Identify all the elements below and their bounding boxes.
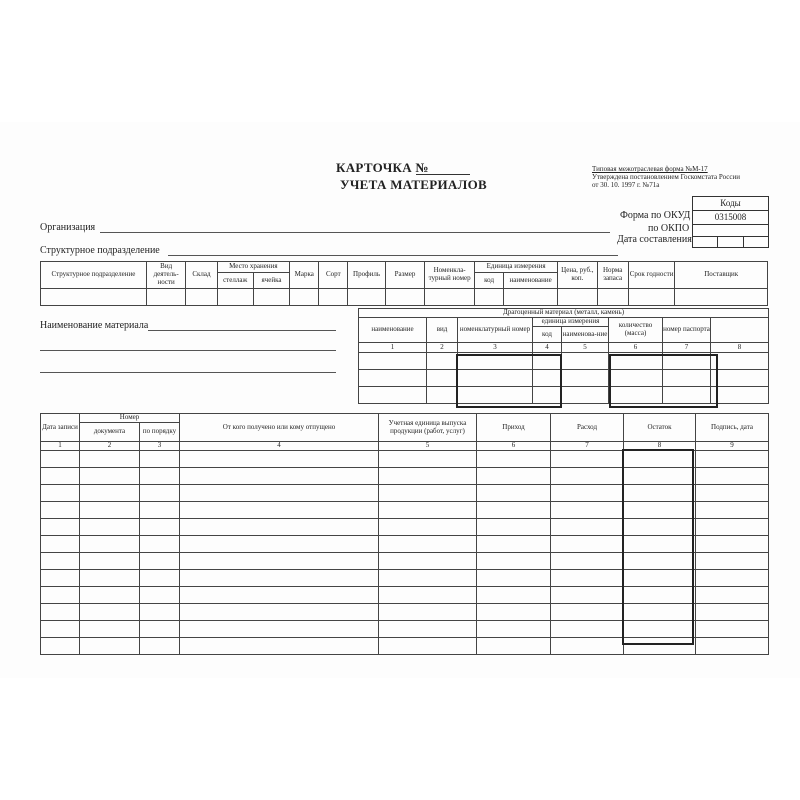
material-name-line-2[interactable]	[40, 350, 336, 351]
col-brand: Марка	[290, 262, 319, 289]
precious-col-unit-name: наименова-ние	[562, 327, 609, 343]
precious-number-row: 1 2 3 4 5 6 7 8	[359, 343, 769, 353]
ledger-col-accounting-unit: Учетная единица выпуска продукции (работ, услуг)	[379, 414, 477, 442]
material-name-field[interactable]	[148, 330, 336, 331]
date-cells	[693, 237, 768, 248]
col-profile: Профиль	[348, 262, 385, 289]
col-struct: Структурное подразделение	[41, 262, 147, 289]
form-note-line-1: Типовая межотраслевая форма №М-17	[592, 165, 708, 173]
precious-bold-frame-2	[609, 354, 718, 408]
form-sheet	[0, 122, 800, 678]
col-price: Цена, руб., коп.	[558, 262, 597, 289]
form-note	[592, 165, 762, 189]
okpo-value	[693, 225, 768, 237]
col-warehouse: Склад	[186, 262, 217, 289]
precious-bold-frame-1	[456, 354, 562, 408]
col-storage: Место хранения	[217, 262, 290, 273]
card-title	[336, 160, 429, 176]
structural-unit-label: Структурное подразделение	[40, 245, 160, 256]
precious-col-quantity: количество (масса)	[609, 318, 663, 343]
col-activity: Вид деятель-ности	[146, 262, 185, 289]
col-rack: стеллаж	[217, 273, 253, 289]
material-attributes-table	[40, 261, 768, 306]
okud-label: Форма по ОКУД	[620, 210, 691, 221]
col-unit-code: код	[475, 273, 504, 289]
balance-bold-frame	[622, 449, 694, 645]
codes-box	[692, 196, 769, 248]
precious-col-name: наименование	[359, 318, 427, 343]
col-grade: Сорт	[319, 262, 348, 289]
precious-col-unit: единица измерения	[533, 318, 609, 327]
organization-label: Организация	[40, 222, 96, 233]
codes-header: Коды	[693, 197, 768, 211]
material-name-label: Наименование материала	[40, 320, 149, 331]
ledger-col-document: документа	[80, 423, 140, 442]
ledger-col-expense: Расход	[551, 414, 624, 442]
ledger-col-income: Приход	[477, 414, 551, 442]
organization-field[interactable]	[100, 232, 610, 233]
col-unit-name: наименование	[504, 273, 558, 289]
col-cell: ячейка	[253, 273, 289, 289]
ledger-col-order: по порядку	[140, 423, 180, 442]
precious-col-kind: вид	[427, 318, 458, 343]
col-norm: Норма запаса	[597, 262, 628, 289]
precious-col-unit-code: код	[533, 327, 562, 343]
col-shelf-life: Срок годности	[628, 262, 675, 289]
ledger-col-number: Номер	[80, 414, 180, 423]
material-name-line-3[interactable]	[40, 372, 336, 373]
precious-col-nomenclature: номенклатурный номер	[458, 318, 533, 343]
title-line-1: КАРТОЧКА №	[336, 160, 429, 175]
precious-header: Драгоценный материал (металл, камень)	[359, 309, 769, 318]
okpo-label: по ОКПО	[648, 223, 690, 234]
col-size: Размер	[385, 262, 424, 289]
col-supplier: Поставщик	[675, 262, 768, 289]
date-label: Дата составления	[617, 234, 692, 245]
ledger-col-from-to: От кого получено или кому отпущено	[180, 414, 379, 442]
structural-unit-field[interactable]	[168, 255, 618, 256]
card-number-line	[416, 174, 470, 175]
form-note-line-3: от 30. 10. 1997 г. №71а	[592, 181, 660, 190]
card-subtitle: УЧЕТА МАТЕРИАЛОВ	[340, 177, 487, 192]
precious-col-passport: номер паспорта	[663, 318, 711, 343]
col-nomenclature: Номенкла-турный номер	[425, 262, 475, 289]
col-unit: Единица измерения	[475, 262, 558, 273]
table-row[interactable]	[41, 289, 768, 306]
ledger-col-date: Дата записи	[41, 414, 80, 442]
precious-col-blank	[711, 318, 769, 343]
ledger-col-balance: Остаток	[624, 414, 696, 442]
ledger-number-row: 1 2 3 4 5 6 7 8 9	[41, 442, 769, 451]
ledger-col-signature: Подпись, дата	[696, 414, 769, 442]
form-note-line-2: Утверждена постановлением Госкомстата России	[592, 173, 740, 182]
okud-value: 0315008	[693, 211, 768, 225]
